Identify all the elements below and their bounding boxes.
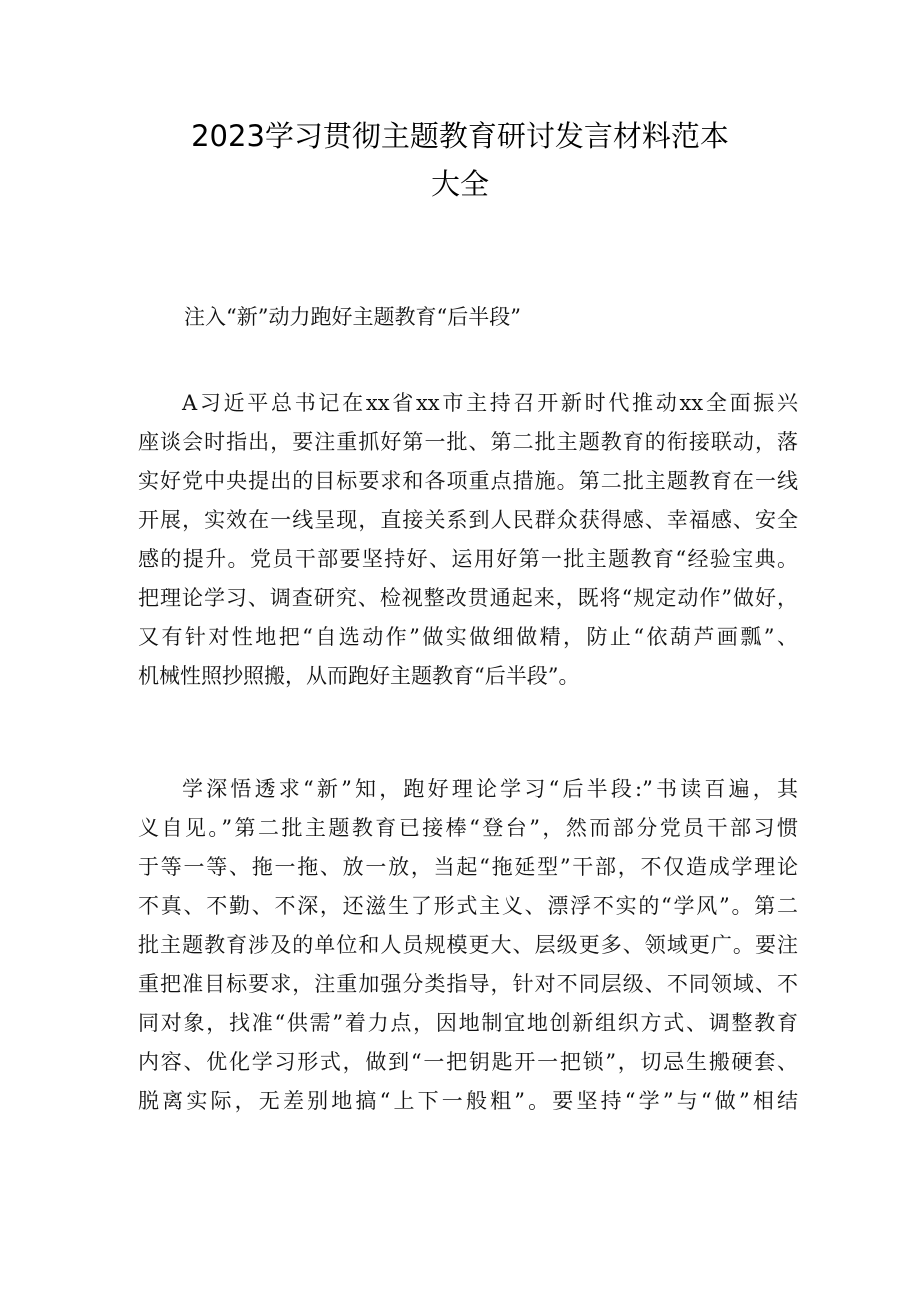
paragraph-line: 实好党中央提出的目标要求和各项重点措施。第二批主题教育在一线 — [138, 469, 798, 493]
body-paragraph-2 — [138, 770, 798, 1121]
paragraph-line: 学深悟透求“新”知，跑好理论学习“后半段:”书读百遍，其 — [182, 777, 798, 801]
paragraph-line: 机械性照抄照搬，从而跑好主题教育“后半段”。 — [138, 664, 580, 688]
paragraph-line: 重把准目标要求，注重加强分类指导，针对不同层级、不同领域、不 — [138, 972, 798, 996]
title-line: 2023学习贯彻主题教育研讨发言材料范本 — [191, 119, 729, 153]
paragraph-line: 批主题教育涉及的单位和人员规模更大、层级更多、领域更广。要注 — [138, 933, 798, 957]
section-heading: 注入“新”动力跑好主题教育“后半段” — [184, 305, 521, 329]
paragraph-line: 不真、不勤、不深，还滋生了形式主义、漂浮不实的“学风”。第二 — [138, 894, 798, 918]
paragraph-line: 感的提升。党员干部要坚持好、运用好第一批主题教育“经验宝典。 — [138, 547, 798, 571]
paragraph-line: 又有针对性地把“自选动作”做实做细做精，防止“依葫芦画瓢”、 — [138, 625, 798, 649]
title-line: 大全 — [430, 167, 489, 201]
paragraph-line: 于等一等、拖一拖、放一放，当起“拖延型”干部，不仅造成学理论 — [138, 855, 798, 879]
paragraph-line: 内容、优化学习形式，做到“一把钥匙开一把锁”，切忌生搬硬套、 — [138, 1050, 798, 1074]
body-paragraph-1 — [138, 384, 798, 696]
paragraph-line: 义自见。”第二批主题教育已接棒“登台”，然而部分党员干部习惯 — [138, 816, 798, 840]
paragraph-line: 座谈会时指出，要注重抓好第一批、第二批主题教育的衔接联动，落 — [138, 430, 798, 454]
document-title — [140, 112, 780, 208]
paragraph-line: 开展，实效在一线呈现，直接关系到人民群众获得感、幸福感、安全 — [138, 508, 798, 532]
paragraph-line: 脱离实际，无差别地搞“上下一般粗”。要坚持“学”与“做”相结 — [138, 1089, 798, 1113]
paragraph-line: 把理论学习、调查研究、检视整改贯通起来，既将“规定动作”做好， — [138, 586, 798, 610]
paragraph-line: 同对象，找准“供需”着力点，因地制宜地创新组织方式、调整教育 — [138, 1011, 798, 1035]
paragraph-line: A习近平总书记在xx省xx市主持召开新时代推动xx全面振兴 — [182, 391, 798, 415]
